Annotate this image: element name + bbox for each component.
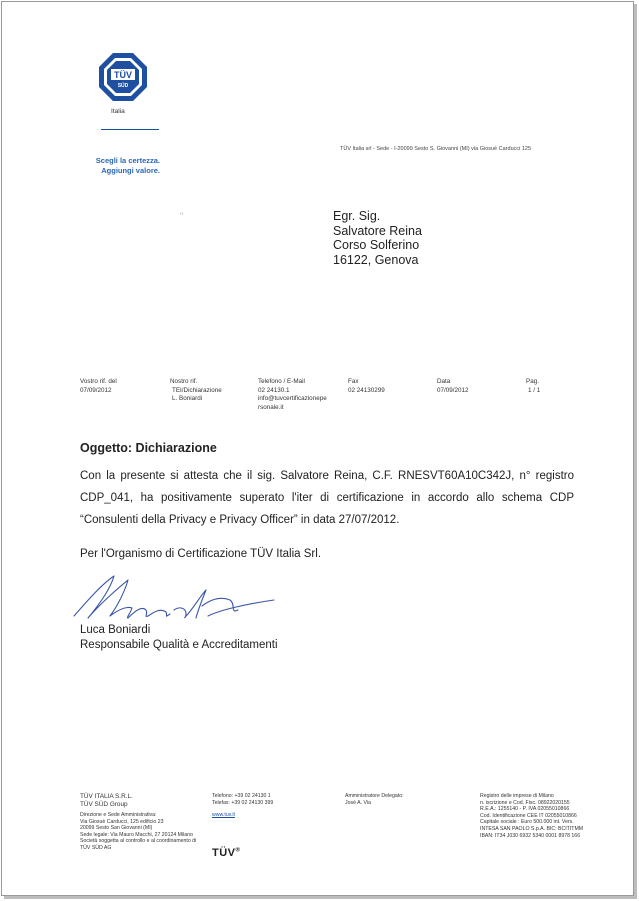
meta-value: rsonale.it [258,403,284,411]
website-link[interactable]: www.tuv.it [212,812,235,819]
declaration-body: Con la presente si attesta che il sig. Salvatore Reina, C.F. RNESVT60A10C342J, n° registro CDP_041, ha positivamente superato l'iter di certificazione in accordo allo schema CDP “Consulenti della Privacy e Privacy Officer” in data 27/07/2012. [80,470,574,526]
footer-line: R.E.A.: 1255140 - P. IVA 02055010866 [480,806,570,813]
footer-logo-text: TÜV [212,847,236,859]
logo-divider [101,129,159,130]
footer-fax: Telefax: +39 02 24130 399 [212,799,274,806]
meta-label: Vostro rif. del [80,378,117,385]
company-seat: TÜV Italia srl - Sede - I-20099 Sesto S. Giovanni (MI) via Giosuè Carducci 125 [340,146,532,152]
footer-line: Via Giosuè Carducci, 125 edificio 23 [80,818,164,825]
footer-registry [480,793,583,839]
footer-line: Capitale sociale : Euro 500.000 int. Vers. [480,819,574,826]
meta-value: 07/09/2012 [437,386,469,394]
footer-tuv-logo [212,847,240,859]
registered-icon: ® [235,847,241,854]
slogan-line-2: Aggiungi valore. [101,166,160,175]
meta-label: Nostro rif. [170,378,198,385]
footer-line: Sede legale: Via Mauro Macchi, 27 20124 Milano [80,831,193,838]
slogan-line-1: Scegli la certezza. [95,156,160,165]
meta-label: Fax [348,378,359,385]
footer-group: TÜV SÜD Group [80,801,128,808]
meta-value: 02 24130299 [348,386,385,394]
meta-value: 07/09/2012 [80,386,112,394]
footer-director [345,793,404,806]
footer-contacts [212,793,273,819]
meta-vostro-rif [80,378,117,395]
addressee-name: Salvatore Reina [333,223,422,238]
footer-company [80,793,196,852]
signer-role: Responsabile Qualità e Accreditamenti [80,639,278,651]
footer-line: Società soggetta al controllo e al coordinamento di [80,838,197,845]
footer-line: IBAN: IT34 J030 6932 5340 0001 8978 166 [480,832,581,839]
subject-line: Oggetto: Dichiarazione [80,441,217,455]
meta-telefono [258,378,327,412]
handwritten-signature [70,570,280,630]
meta-nostro-rif [170,378,222,404]
addressee-street: Corso Solferino [333,238,420,252]
logo-brand-text: Italia [111,108,125,115]
signer-name: Luca Boniardi [80,624,151,636]
footer-line: José A. Via [345,799,371,806]
footer-line: Amministratore Delegato: [345,793,404,799]
stray-mark: ʼʼ [180,212,184,221]
meta-value: L. Boniardi [172,395,203,402]
footer-company-name: TÜV ITALIA S.R.L. [80,793,133,800]
signer-block [80,623,278,653]
meta-label: Data [437,378,451,385]
meta-value: info@tuvcertificazionepe [258,395,327,402]
svg-text:TÜV: TÜV [114,70,132,80]
footer-line: Cod. Identificazione CEE IT 02055010866 [480,812,577,819]
addressee-block [333,209,422,267]
svg-text:SÜD: SÜD [117,83,129,89]
meta-value: TEI/Dichiarazione [172,386,222,394]
addressee-salutation: Egr. Sig. [333,209,381,223]
footer-phone: Telefono: +39 02 24130 1 [212,793,271,799]
footer-line: n. iscrizione e Cod. Fisc. 08922020155 [480,799,570,806]
meta-label: Pag. [526,378,539,385]
meta-pag [526,378,540,395]
meta-value: 02 24130.1 [258,386,290,394]
slogan [88,156,160,176]
meta-label: Telefono / E-Mail [258,378,305,385]
footer-line: Direzione e Sede Amministrativa: [80,812,157,818]
meta-fax [348,378,385,395]
tuv-logo [98,52,148,102]
footer-line: 20099 Sesto San Giovanni (MI) [80,825,153,832]
meta-data [437,378,469,395]
meta-value: 1 / 1 [528,386,541,394]
footer-line: Registro delle imprese di Milano [480,793,554,799]
footer-line: INTESA SAN PAOLO S.p.A. BIC: BCITITMM [480,825,584,832]
tuv-octagon-icon [98,52,148,102]
footer-line: TÜV SÜD AG [80,844,112,851]
organism-line: Per l'Organismo di Certificazione TÜV Italia Srl. [80,548,322,560]
addressee-city: 16122, Genova [333,252,419,267]
